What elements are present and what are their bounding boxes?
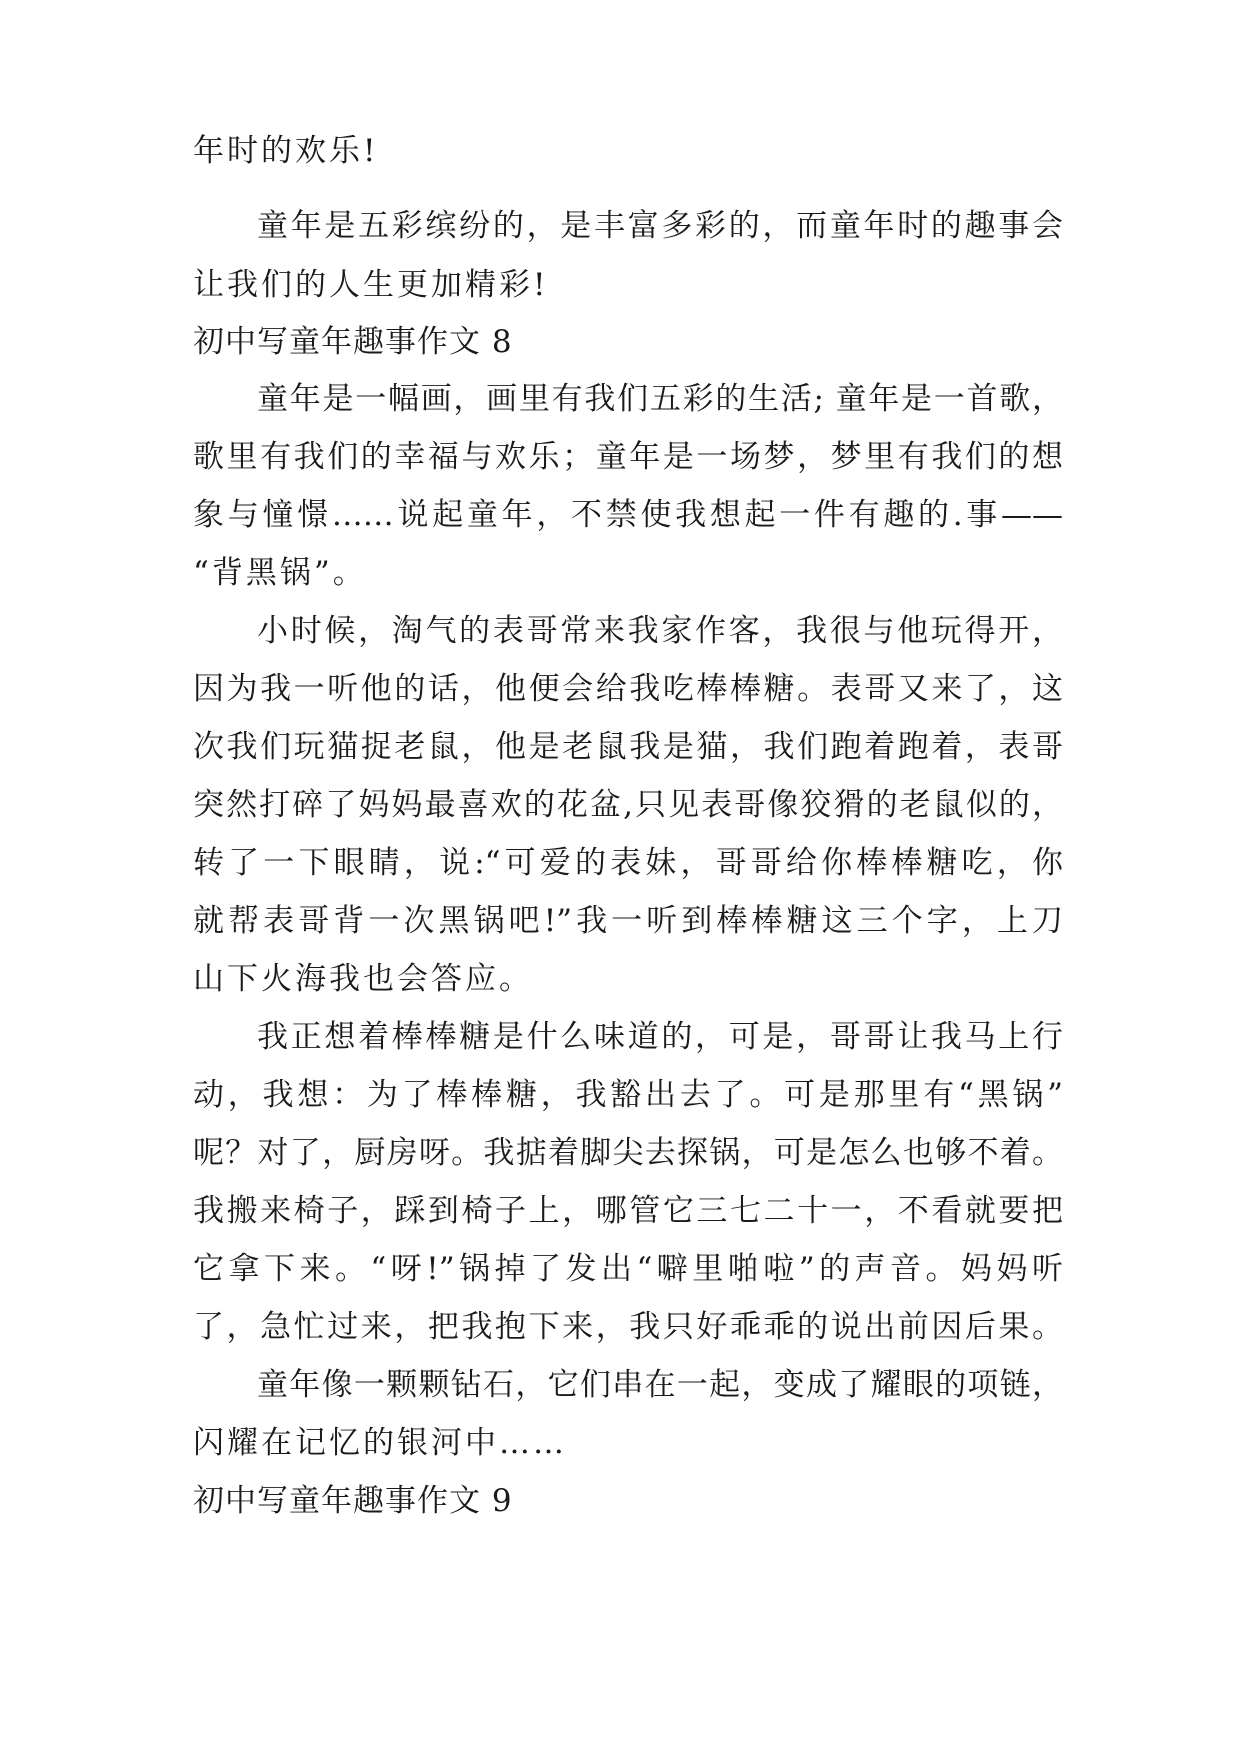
text-line: 动，我想：为了棒棒糖，我豁出去了。可是那里有“黑锅” (193, 1077, 1063, 1113)
text-line: 了，急忙过来，把我抱下来，我只好乖乖的说出前因后果。 (193, 1309, 1063, 1345)
text-line: 童年是五彩缤纷的，是丰富多彩的，而童年时的趣事会 (257, 208, 1063, 244)
text-line: 年时的欢乐! (193, 133, 379, 169)
text-line: 小时候，淘气的表哥常来我家作客，我很与他玩得开， (257, 613, 1063, 649)
text-line: “背黑锅”。 (193, 555, 367, 591)
text-line: 山下火海我也会答应。 (193, 961, 533, 997)
text-line: 让我们的人生更加精彩! (193, 267, 549, 303)
text-line: 突然打碎了妈妈最喜欢的花盆,只见表哥像狡猾的老鼠似的， (193, 787, 1063, 823)
text-line: 它拿下来。“呀!”锅掉了发出“噼里啪啦”的声音。妈妈听 (193, 1251, 1063, 1287)
text-line: 因为我一听他的话，他便会给我吃棒棒糖。表哥又来了，这 (193, 671, 1063, 707)
text-line: 转了一下眼睛，说:“可爱的表妹，哥哥给你棒棒糖吃，你 (193, 845, 1063, 881)
text-line: 就帮表哥背一次黑锅吧!”我一听到棒棒糖这三个字，上刀 (193, 903, 1063, 939)
text-line: 歌里有我们的幸福与欢乐；童年是一场梦，梦里有我们的想 (193, 439, 1063, 475)
text-line: 我搬来椅子，踩到椅子上，哪管它三七二十一，不看就要把 (193, 1193, 1063, 1229)
section-heading: 初中写童年趣事作文 8 (193, 324, 513, 360)
text-line: 童年像一颗颗钻石，它们串在一起，变成了耀眼的项链， (257, 1367, 1063, 1403)
text-line: 象与憧憬……说起童年，不禁使我想起一件有趣的.事—— (193, 497, 1063, 533)
section-heading: 初中写童年趣事作文 9 (193, 1483, 513, 1519)
text-line: 呢？对了，厨房呀。我掂着脚尖去探锅，可是怎么也够不着。 (193, 1135, 1063, 1171)
text-line: 次我们玩猫捉老鼠，他是老鼠我是猫，我们跑着跑着，表哥 (193, 729, 1063, 765)
text-line: 童年是一幅画，画里有我们五彩的生活; 童年是一首歌， (257, 381, 1063, 417)
text-line: 我正想着棒棒糖是什么味道的，可是，哥哥让我马上行 (257, 1019, 1063, 1055)
text-line: 闪耀在记忆的银河中…… (193, 1425, 567, 1461)
